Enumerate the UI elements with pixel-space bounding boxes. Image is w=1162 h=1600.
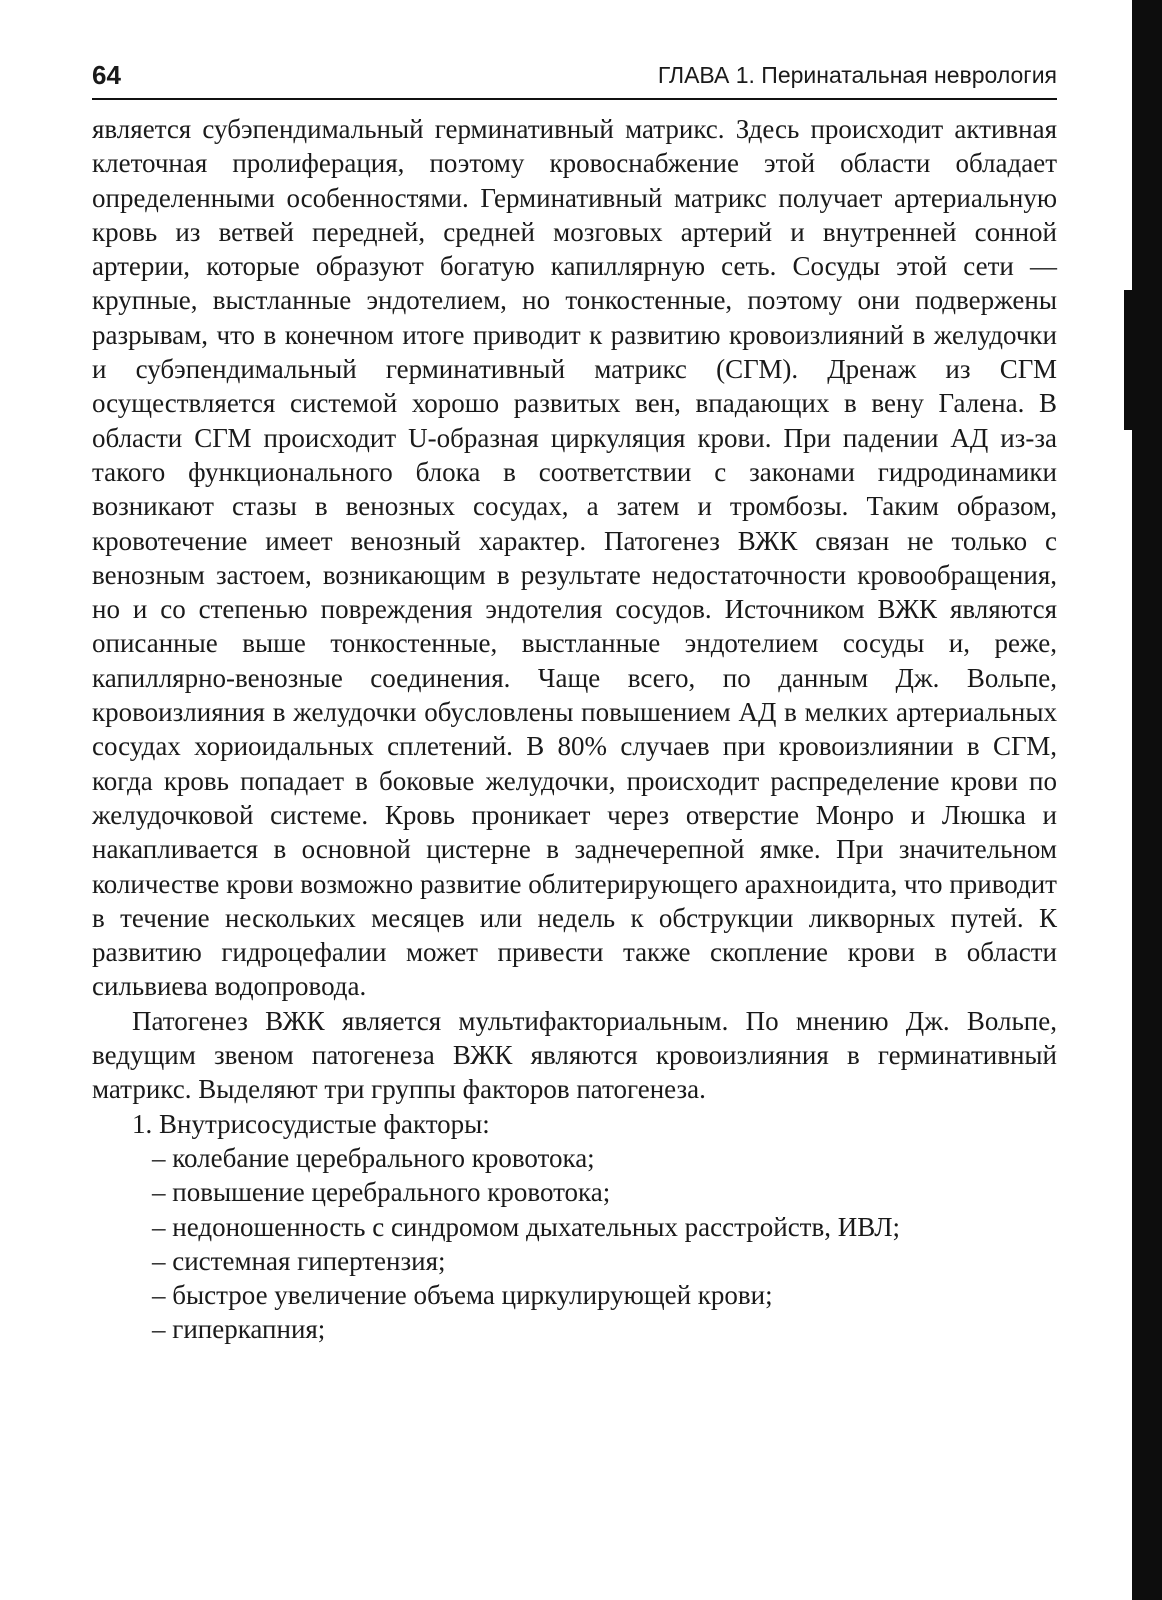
page-edge-shadow xyxy=(1132,0,1162,1600)
page-header xyxy=(92,58,1057,100)
page-number: 64 xyxy=(92,60,121,90)
list-item: – повышение церебрального кровотока; xyxy=(152,1177,611,1208)
page-body xyxy=(92,112,1057,1347)
list-item: – недоношенность с синдромом дыхательных расстройств, ИВЛ; xyxy=(152,1211,901,1242)
page-edge-tab xyxy=(1124,290,1162,430)
list-item: – гиперкапния; xyxy=(152,1314,326,1345)
list-item: – системная гипертензия; xyxy=(152,1245,446,1276)
factor-list xyxy=(92,1141,1057,1347)
paragraph-2: Патогенез ВЖК является мультифакториальным. По мнению Дж. Вольпе, ведущим звеном патогенеза ВЖК являются кровоизлияния в герминативный матрикс. Выделяют три группы факторов патогенеза. xyxy=(92,1005,1057,1105)
list-item: – колебание церебрального кровотока; xyxy=(152,1142,595,1173)
chapter-title: ГЛАВА 1. Перинатальная неврология xyxy=(657,62,1057,88)
paragraph-1: является субэпендимальный герминативный матрикс. Здесь происходит активная клеточная пролиферация, поэтому кровоснабжение этой области обладает определенными особенностями. Герминативный матрикс получает артериальную кровь из ветвей передней, средней мозговых артерий и внутренней сонной артерии, которые образуют богатую капиллярную сеть. Сосуды этой сети — крупные, выстланные эндотелием, но тонкостенные, поэтому они подвержены разрывам, что в конечном итоге приводит к развитию кровоизлияний в желудочки и субэпендимальный герминативный матрикс (СГМ). Дренаж из СГМ осуществляется системой хорошо развитых вен, впадающих в вену Галена. В области СГМ происходит U-образная циркуляция крови. При падении АД из-за такого функционального блока в соответствии с законами гидродинамики возникают стазы в венозных сосудах, а затем и тромбозы. Таким образом, кровотечение имеет венозный характер. Патогенез ВЖК связан не только с венозным застоем, возникающим в результате недостаточности кровообращения, но и со степенью повреждения эндотелия сосудов. Источником ВЖК являются описанные выше тонкостенные, выстланные эндотелием сосуды и, реже, капиллярно-венозные соединения. Чаще всего, по данным Дж. Вольпе, кровоизлияния в желудочки обусловлены повышением АД в мелких артериальных сосудах хориоидальных сплетений. В 80% случаев при кровоизлиянии в СГМ, когда кровь попадает в боковые желудочки, происходит распределение крови по желудочковой системе. Кровь проникает через отверстие Монро и Люшка и накапливается в основной цистерне в заднечерепной ямке. При значительном количестве крови возможно развитие облитерирующего арахноидита, что приводит в течение нескольких месяцев или недель к обструкции ликворных путей. К развитию гидроцефалии может привести также скопление крови в области сильвиева водопровода. xyxy=(92,114,1057,1002)
factor-group-title: 1. Внутрисосудистые факторы: xyxy=(132,1108,490,1139)
list-item: – быстрое увеличение объема циркулирующей крови; xyxy=(152,1280,773,1311)
